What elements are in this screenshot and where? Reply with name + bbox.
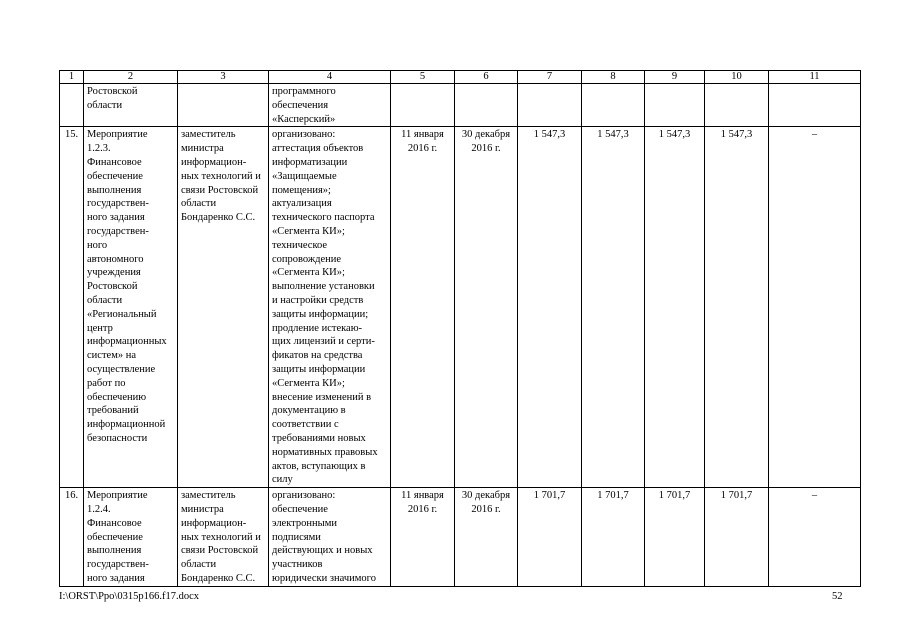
value-cell-7: 1 547,3 <box>518 127 582 488</box>
col-num-8: 8 <box>582 71 645 84</box>
page-number: 52 <box>832 591 843 602</box>
responsible-cell: заместитель министра информацион- ных технологий и связи Ростовской области Бондаренко С.С. <box>178 127 269 488</box>
event-cell: Ростовской области <box>84 84 178 127</box>
col-num-6: 6 <box>455 71 518 84</box>
table-row <box>60 488 861 587</box>
footer-file-path: I:\ORST\Ppo\0315p166.f17.docx <box>59 591 200 602</box>
data-table <box>59 70 861 587</box>
col-num-1: 1 <box>60 71 84 84</box>
col-num-11: 11 <box>769 71 861 84</box>
value-cell-9 <box>645 84 705 127</box>
value-cell-7 <box>518 84 582 127</box>
row-number: 15. <box>60 127 84 488</box>
column-number-row <box>60 71 861 84</box>
event-cell: Мероприятие 1.2.3. Финансовое обеспечение выполнения государствен- ного задания государствен- ного автономного учреждения Ростовской области «Региональный центр информационных систем» на осуществление работ по обеспечению требований информационной безопасности <box>84 127 178 488</box>
col-num-10: 10 <box>705 71 769 84</box>
col-num-7: 7 <box>518 71 582 84</box>
value-cell-10: 1 701,7 <box>705 488 769 587</box>
value-cell-11: – <box>769 127 861 488</box>
col-num-5: 5 <box>391 71 455 84</box>
col-num-4: 4 <box>269 71 391 84</box>
value-cell-11: – <box>769 488 861 587</box>
row-number <box>60 84 84 127</box>
result-cell: программного обеспечения «Касперский» <box>269 84 391 127</box>
value-cell-8: 1 701,7 <box>582 488 645 587</box>
col-num-9: 9 <box>645 71 705 84</box>
col-num-2: 2 <box>84 71 178 84</box>
responsible-cell: заместитель министра информацион- ных технологий и связи Ростовской области Бондаренко С.С. <box>178 488 269 587</box>
result-cell: организовано: аттестация объектов информатизации «Защищаемые помещения»; актуализация технического паспорта «Сегмента КИ»; техническое сопровождение «Сегмента КИ»; выполнение установки и настройки средств защиты информации; продление истекаю- щих лицензий и серти- фикатов на средства защиты информации «Сегмента КИ»; внесение изменений в документацию в соответствии с требованиями новых нормативных правовых актов, вступающих в силу <box>269 127 391 488</box>
value-cell-8: 1 547,3 <box>582 127 645 488</box>
value-cell-9: 1 547,3 <box>645 127 705 488</box>
end-date-cell: 30 декабря 2016 г. <box>455 127 518 488</box>
row-number: 16. <box>60 488 84 587</box>
value-cell-7: 1 701,7 <box>518 488 582 587</box>
responsible-cell <box>178 84 269 127</box>
start-date-cell <box>391 84 455 127</box>
end-date-cell <box>455 84 518 127</box>
value-cell-11 <box>769 84 861 127</box>
start-date-cell: 11 января 2016 г. <box>391 127 455 488</box>
value-cell-9: 1 701,7 <box>645 488 705 587</box>
table-row <box>60 127 861 488</box>
event-cell: Мероприятие 1.2.4. Финансовое обеспечение выполнения государствен- ного задания <box>84 488 178 587</box>
col-num-3: 3 <box>178 71 269 84</box>
table-row <box>60 84 861 127</box>
start-date-cell: 11 января 2016 г. <box>391 488 455 587</box>
value-cell-8 <box>582 84 645 127</box>
end-date-cell: 30 декабря 2016 г. <box>455 488 518 587</box>
value-cell-10: 1 547,3 <box>705 127 769 488</box>
value-cell-10 <box>705 84 769 127</box>
result-cell: организовано: обеспечение электронными подписями действующих и новых участников юридически значимого <box>269 488 391 587</box>
